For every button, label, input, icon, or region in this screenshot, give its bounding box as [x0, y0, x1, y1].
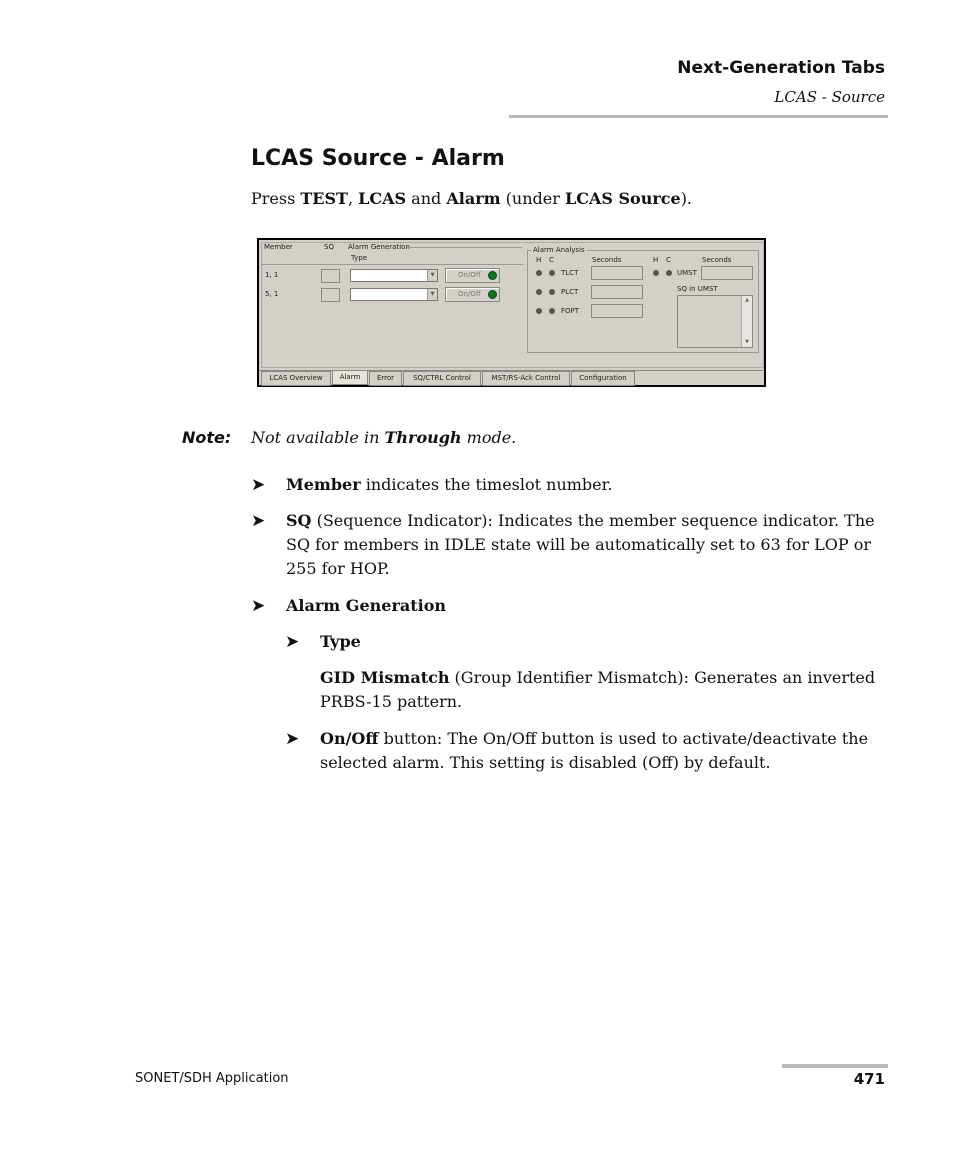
note-label: Note:: [182, 428, 232, 447]
bullet-member: Member indicates the timeslot number.: [286, 475, 613, 494]
scroll-up-icon[interactable]: ▲: [745, 297, 749, 303]
scrollbar[interactable]: [741, 296, 752, 347]
alarm-plct: PLCT: [561, 288, 579, 296]
bullet-alarm-generation: Alarm Generation: [286, 596, 447, 615]
sq-field-2: [321, 288, 340, 302]
running-header-subtitle: LCAS - Source: [774, 88, 885, 106]
led-h-icon: [536, 289, 542, 295]
seconds-label: Seconds: [592, 256, 622, 264]
led-h-icon: [536, 270, 542, 276]
alarm-fopt: FOPT: [561, 307, 580, 315]
seconds-field-tlct: [591, 266, 643, 280]
led-c-icon: [549, 270, 555, 276]
alarm-umst: UMST: [677, 269, 697, 277]
alarm-analysis-title: Alarm Analysis: [533, 246, 585, 254]
footer-left: SONET/SDH Application: [135, 1071, 289, 1086]
bullet-arrow-icon: ➤: [251, 475, 266, 495]
row-divider: [261, 264, 523, 265]
member-row-2: 5, 1: [265, 290, 279, 298]
onoff-label-2: On/Off: [458, 290, 481, 298]
section-title: LCAS Source - Alarm: [251, 146, 505, 171]
footer-rule: [782, 1064, 888, 1068]
seconds-field-fopt: [591, 304, 643, 318]
member-row-1: 1, 1: [265, 271, 279, 279]
header-divider: [407, 247, 522, 248]
intro-paragraph: Press TEST, LCAS and Alarm (under LCAS Source).: [251, 189, 693, 208]
tab-lcas-overview[interactable]: LCAS Overview: [261, 371, 331, 386]
seconds-field-plct: [591, 285, 643, 299]
sq-field-1: [321, 269, 340, 283]
gid-mismatch-paragraph: GID Mismatch (Group Identifier Mismatch): Generates an inverted PRBS-15 pattern.: [320, 668, 876, 711]
onoff-button-1[interactable]: [445, 268, 500, 283]
status-led-icon: [488, 290, 497, 299]
chevron-down-icon: ▼: [427, 270, 437, 281]
tab-alarm[interactable]: Alarm: [332, 370, 368, 385]
onoff-label-1: On/Off: [458, 271, 481, 279]
running-header-title: Next-Generation Tabs: [677, 58, 885, 78]
scroll-down-icon[interactable]: ▼: [745, 339, 749, 345]
led-c-icon: [666, 270, 672, 276]
bullet-arrow-icon: ➤: [285, 632, 300, 652]
led-h-icon: [536, 308, 542, 314]
sq-in-umst-list[interactable]: [677, 295, 753, 348]
bullet-arrow-icon: ➤: [251, 511, 266, 531]
bullet-onoff: On/Off button: The On/Off button is used to activate/deactivate the selected alarm. This setting is disabled (Off) by default.: [320, 729, 869, 772]
col-alarm-generation: Alarm Generation: [348, 243, 410, 251]
bullet-arrow-icon: ➤: [285, 729, 300, 749]
bullet-type: Type: [320, 632, 361, 651]
h-label: H: [536, 256, 542, 264]
tab-configuration[interactable]: Configuration: [571, 371, 635, 386]
page-number: 471: [853, 1070, 885, 1088]
lcas-alarm-screenshot: [257, 238, 766, 387]
c-label: C: [549, 256, 554, 264]
led-h-icon: [653, 270, 659, 276]
note-text: Not available in Through mode.: [251, 428, 517, 447]
right-c-label: C: [666, 256, 671, 264]
right-seconds-label: Seconds: [702, 256, 732, 264]
led-c-icon: [549, 308, 555, 314]
header-rule: [509, 115, 888, 118]
right-h-label: H: [653, 256, 659, 264]
col-sq: SQ: [324, 243, 334, 251]
seconds-field-umst: [701, 266, 753, 280]
status-led-icon: [488, 271, 497, 280]
col-member: Member: [264, 243, 293, 251]
tab-error[interactable]: Error: [369, 371, 402, 386]
type-combo-1[interactable]: [350, 269, 438, 282]
tab-mst-rs-ack-control[interactable]: MST/RS-Ack Control: [482, 371, 570, 386]
bullet-arrow-icon: ➤: [251, 596, 266, 616]
type-combo-2[interactable]: [350, 288, 438, 301]
chevron-down-icon: ▼: [427, 289, 437, 300]
tab-sq-ctrl-control[interactable]: SQ/CTRL Control: [403, 371, 481, 386]
onoff-button-2[interactable]: [445, 287, 500, 302]
led-c-icon: [549, 289, 555, 295]
alarm-tlct: TLCT: [561, 269, 579, 277]
sq-in-umst-label: SQ in UMST: [677, 285, 718, 293]
bullet-sq: SQ (Sequence Indicator): Indicates the member sequence indicator. The SQ for members in IDLE state will be automatically set to 63 for LOP or 255 for HOP.: [286, 511, 875, 578]
col-type: Type: [351, 254, 368, 262]
